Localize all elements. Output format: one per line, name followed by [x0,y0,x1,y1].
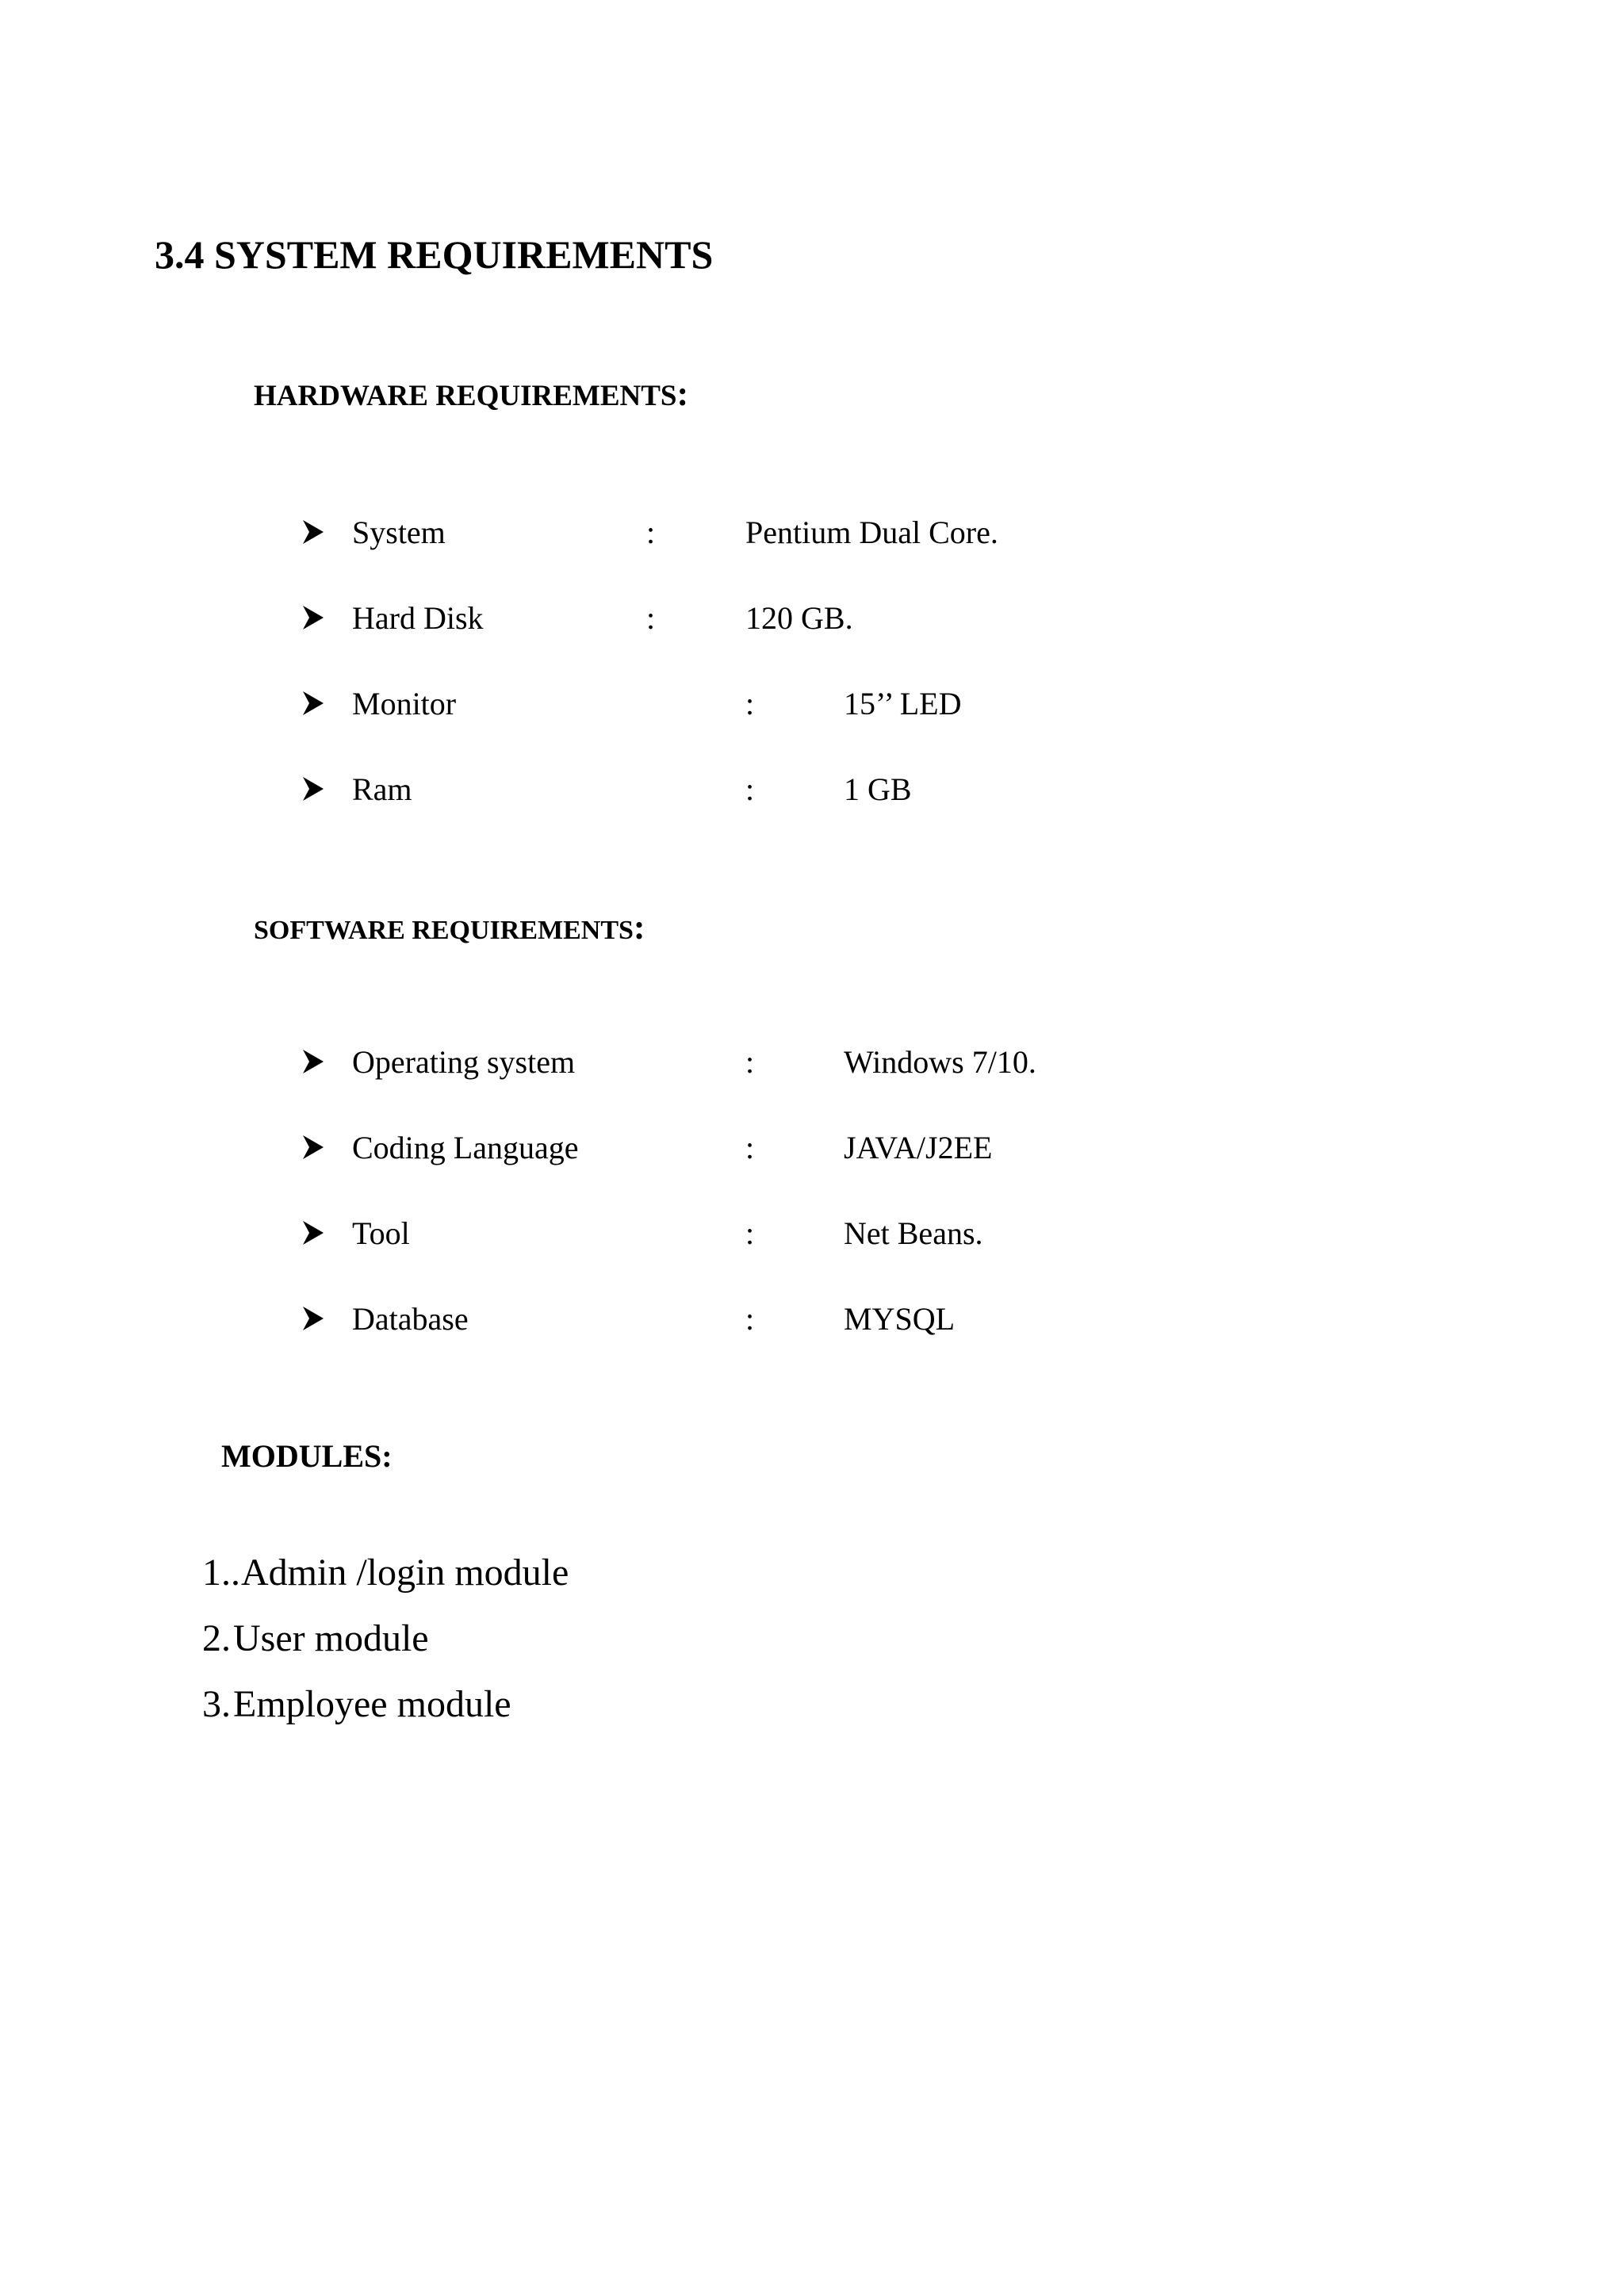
module-item [0,1617,1624,1675]
item-value: 120 GB. [745,600,853,636]
module-text: Admin /login module [241,1552,569,1594]
item-label: Database [352,1301,469,1337]
item-separator: : [745,1301,755,1337]
hardware-heading [254,374,689,413]
arrow-bullet-icon [301,775,328,807]
item-value: MYSQL [844,1301,956,1337]
item-label: Coding Language [352,1130,579,1165]
item-separator: : [745,1215,755,1251]
list-item [0,1215,1624,1265]
arrow-bullet-icon [301,519,328,550]
module-text: User module [233,1617,429,1659]
item-separator: : [745,1130,755,1165]
module-number: 2. [202,1617,231,1659]
item-separator: : [745,686,755,721]
item-value: Windows 7/10. [844,1044,1036,1080]
modules-heading: MODULES: [221,1438,393,1474]
module-text: Employee module [233,1683,511,1725]
module-number: 3. [202,1683,231,1725]
list-item [0,517,1624,564]
list-item [0,1044,1624,1094]
hardware-heading-text: HARDWARE REQUIREMENTS [254,380,677,412]
module-item [0,1554,1624,1609]
software-heading-text: SOFTWARE REQUIREMENTS [254,916,634,945]
list-item [0,1132,1624,1180]
list-item [0,771,1624,821]
module-number: 1.. [202,1552,240,1594]
item-value: 1 GB [844,771,912,807]
item-separator: : [745,771,755,807]
item-value: Pentium Dual Core. [745,515,998,550]
module-item [0,1683,1624,1741]
item-value: Net Beans. [844,1215,983,1251]
arrow-bullet-icon [301,690,328,721]
item-separator: : [646,600,656,636]
item-value: 15’’ LED [844,686,962,721]
list-item [0,600,1624,650]
item-label: Hard Disk [352,600,484,636]
arrow-bullet-icon [301,1048,328,1080]
item-label: Ram [352,771,412,807]
item-label: Operating system [352,1044,576,1080]
item-label: Tool [352,1215,410,1251]
list-item [0,1303,1624,1351]
software-heading [254,910,645,945]
software-heading-colon: : [633,908,645,947]
item-separator: : [646,515,656,550]
item-label: System [352,515,446,550]
list-item [0,688,1624,736]
item-separator: : [745,1044,755,1080]
arrow-bullet-icon [301,1134,328,1165]
hardware-heading-colon: : [676,374,689,413]
arrow-bullet-icon [301,1305,328,1337]
item-label: Monitor [352,686,457,721]
page-title: 3.4 SYSTEM REQUIREMENTS [155,232,714,277]
arrow-bullet-icon [301,604,328,636]
item-value: JAVA/J2EE [844,1130,993,1165]
arrow-bullet-icon [301,1219,328,1251]
